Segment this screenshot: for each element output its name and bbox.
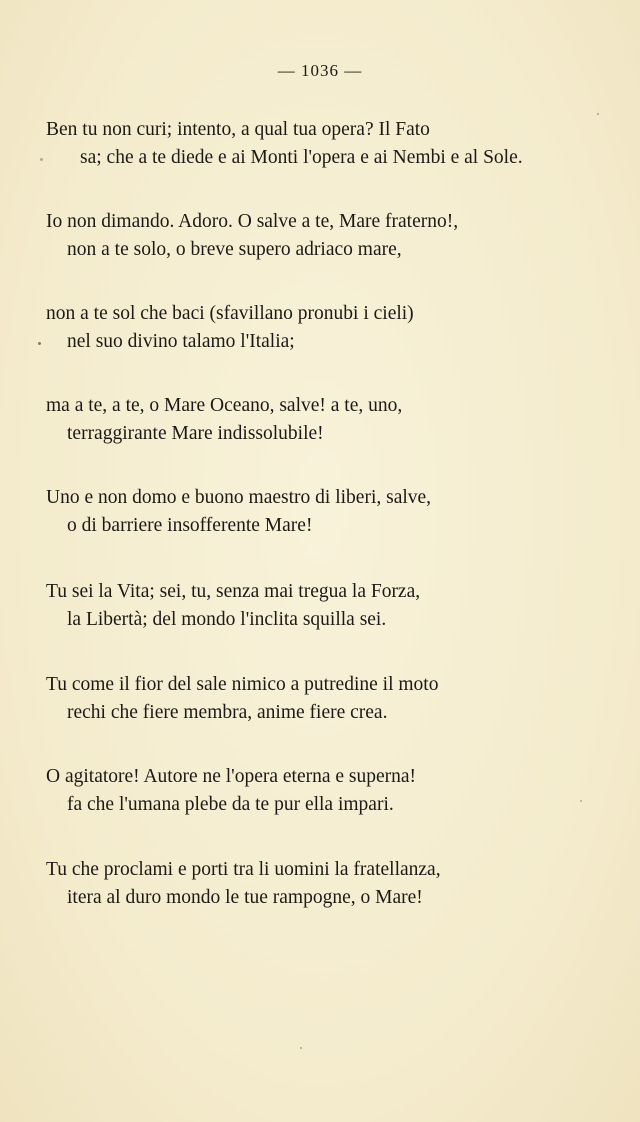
verse-line: ma a te, a te, o Mare Oceano, salve! a te, uno, <box>46 395 403 416</box>
paper-speck <box>300 1047 302 1049</box>
verse-line: sa; che a te diede e ai Monti l'opera e ai Nembi e al Sole. <box>80 147 523 168</box>
verse-line: Tu sei la Vita; sei, tu, senza mai tregua la Forza, <box>46 581 421 602</box>
verse-line: O agitatore! Autore ne l'opera eterna e superna! <box>46 766 417 787</box>
paper-speck <box>580 800 582 802</box>
paper-speck <box>38 342 41 345</box>
verse-line: itera al duro mondo le tue rampogne, o Mare! <box>67 887 423 908</box>
verse-line: o di barriere insofferente Mare! <box>67 515 313 536</box>
verse-line: non a te sol che baci (sfavillano pronubi i cieli) <box>46 303 414 324</box>
verse-line: Io non dimando. Adoro. O salve a te, Mare fraterno!, <box>46 211 459 232</box>
paper-speck <box>40 158 43 161</box>
verse-line: Tu che proclami e porti tra li uomini la fratellanza, <box>46 859 441 880</box>
verse-line: non a te solo, o breve supero adriaco mare, <box>67 239 402 260</box>
page-number: — 1036 — <box>277 61 363 80</box>
verse-line: rechi che fiere membra, anime fiere crea. <box>67 702 388 723</box>
verse-line: la Libertà; del mondo l'inclita squilla sei. <box>67 609 387 630</box>
verse-line: nel suo divino talamo l'Italia; <box>67 331 295 352</box>
verse-line: Uno e non domo e buono maestro di liberi, salve, <box>46 487 432 508</box>
verse-line: Tu come il fior del sale nimico a putredine il moto <box>46 674 439 695</box>
verse-line: Ben tu non curi; intento, a qual tua opera? Il Fato <box>46 119 430 140</box>
verse-line: fa che l'umana plebe da te pur ella impari. <box>67 794 394 815</box>
verse-line: terraggirante Mare indissolubile! <box>67 423 324 444</box>
paper-speck <box>597 113 599 115</box>
